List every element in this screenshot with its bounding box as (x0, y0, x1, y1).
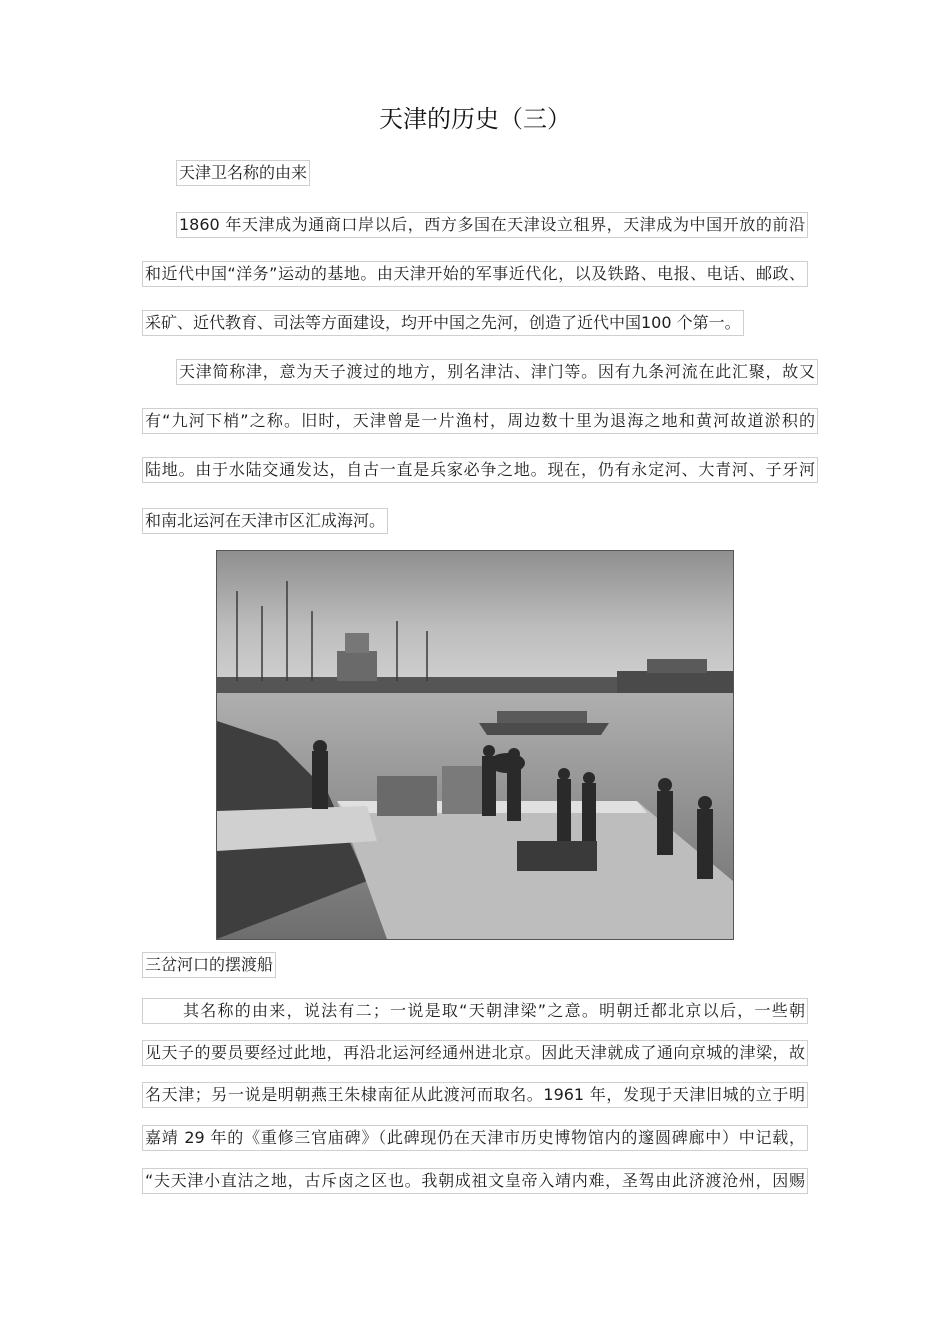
paragraph-line: 其名称的由来，说法有二；一说是取“天朝津梁”之意。明朝迁都北京以后，一些朝 (142, 998, 808, 1024)
paragraph-line: 采矿、近代教育、司法等方面建设，均开中国之先河，创造了近代中国100 个第一。 (142, 310, 744, 336)
paragraph-line: 见天子的要员要经过此地，再沿北运河经通州进北京。因此天津就成了通向京城的津梁，故 (142, 1040, 808, 1066)
paragraph-line: 和近代中国“洋务”运动的基地。由天津开始的军事近代化，以及铁路、电报、电话、邮政、 (142, 261, 808, 287)
paragraph-line: 有“九河下梢”之称。旧时，天津曾是一片渔村，周边数十里为退海之地和黄河故道淤积的 (142, 408, 818, 434)
paragraph-line: “夫天津小直沽之地，古斥卤之区也。我朝成祖文皇帝入靖内难，圣驾由此济渡沧州，因赐 (142, 1168, 808, 1194)
ferry-photo (216, 550, 734, 940)
page-title: 天津的历史（三） (379, 105, 571, 133)
paragraph-line: 天津简称津，意为天子渡过的地方，别名津沽、津门等。因有九条河流在此汇聚，故又 (176, 359, 818, 385)
photo-caption: 三岔河口的摆渡船 (142, 952, 276, 978)
section-heading: 天津卫名称的由来 (176, 160, 310, 186)
paragraph-line: 名天津；另一说是明朝燕王朱棣南征从此渡河而取名。1961 年，发现于天津旧城的立于明 (142, 1082, 808, 1108)
paragraph-line: 陆地。由于水陆交通发达，自古一直是兵家必争之地。现在，仍有永定河、大青河、子牙河 (142, 457, 818, 483)
paragraph-line: 和南北运河在天津市区汇成海河。 (142, 508, 388, 534)
paragraph-line: 嘉靖 29 年的《重修三官庙碑》（此碑现仍在天津市历史博物馆内的邃圆碑廊中）中记载， (142, 1125, 808, 1151)
paragraph-line: 1860 年天津成为通商口岸以后，西方多国在天津设立租界，天津成为中国开放的前沿 (176, 212, 808, 238)
